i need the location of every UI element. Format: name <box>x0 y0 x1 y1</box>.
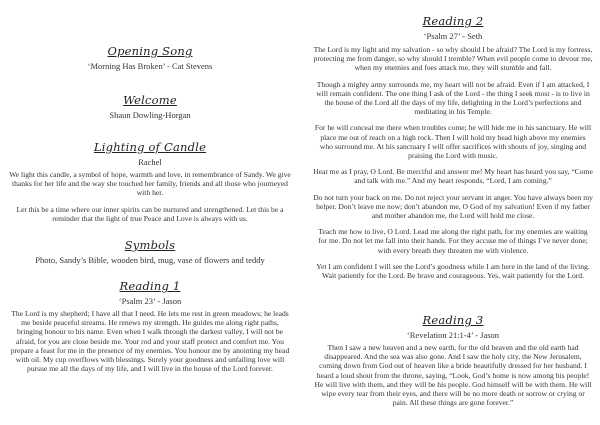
symbols-list: Photo, Sandy’s Bible, wooden bird, mug, vase of flowers and teddy <box>35 255 265 265</box>
symbols-heading: Symbols <box>124 238 176 252</box>
welcome-heading: Welcome <box>123 93 177 107</box>
lighting-of-candle-speaker: Rachel <box>138 157 162 167</box>
reading-2-paragraph-5: Do not turn your back on me. Do not reject your servant in anger. You have always been my helper. Don’t leave me now; don’t abandon me, O God of my salvation! Even if my father and mother abandon me, the Lord will hold me close. <box>313 192 593 221</box>
reading-1-heading: Reading 1 <box>119 279 181 293</box>
reading-1-text: The Lord is my shepherd; I have all that I need. He lets me rest in green meadows; he leads me beside peaceful streams. He renews my strength. He guides me along right paths, bringing honour to his name. Even when I walk through the darkest valley, I will not be afraid, for you are close beside me. Your rod and your staff protect and comfort me. You prepare a feast for me in the presence of my enemies. You honour me by anointing my head with oil. My cup overflows with blessings. Surely your goodness and unfailing love will pursue me all the days of my life, and I will live in the house of the Lord forever. <box>10 309 290 374</box>
candle-paragraph-2: Let this be a time where our inner spirits can be nurtured and strengthened. Let this be a reminder that the light of true Peace and Love is always with us. <box>16 204 284 223</box>
reading-2-paragraph-2: Though a mighty army surrounds me, my heart will not be afraid. Even if I am attacked, I will remain confident. The one thing I ask of the Lord - the thing I seek most - is to live in the house of the Lord all the days of my life, delighting in the Lord’s perfections and meditating in his Temple. <box>316 79 590 117</box>
reading-1-section <box>8 279 292 373</box>
reading-3-reference: ‘Revelation 21:1-4’ - Jason <box>406 330 500 340</box>
lighting-of-candle-section <box>8 140 292 223</box>
reading-2-paragraph-4: Hear me as I pray, O Lord. Be merciful and answer me! My heart has heard you say, “Come and talk with me.” And my heart responds, “Lord, I am coming.” <box>313 167 593 186</box>
reading-2-reference: ‘Psalm 27’ - Seth <box>423 31 483 41</box>
reading-3-heading: Reading 3 <box>422 313 484 327</box>
reading-2-paragraph-3: For he will conceal me there when troubles come; he will hide me in his sanctuary. He will place me out of reach on a high rock. Then I will hold my head high above my enemies who surround me. At his sanctuary I will offer sacrifices with shouts of joy, singing and praising the Lord with music. <box>314 123 592 161</box>
reading-2-paragraph-6: Teach me how to live, O Lord. Lead me along the right path, for my enemies are waiting for me. Do not let me fall into their hands. For they accuse me of things I’ve never done; with every breath they threaten me with violence. <box>318 227 588 255</box>
reading-2-heading: Reading 2 <box>422 14 484 28</box>
opening-song-section <box>8 44 292 71</box>
welcome-section <box>8 93 292 120</box>
opening-song-heading: Opening Song <box>107 44 193 58</box>
reading-3-text: Then I saw a new heaven and a new earth, for the old heaven and the old earth had disappeared. And the sea was also gone. And I saw the holy city, the New Jerusalem, coming down from God out of heaven like a bride beautifully dressed for her husband. I heard a loud shout from the throne, saying, “Look, God’s home is now among his people! He will live with them, and they will be his people. God himself will be with them. He will wipe every tear from their eyes, and there will be no more death or sorrow or crying or pain. All these things are gone forever.” <box>314 343 592 408</box>
reading-2-section <box>313 14 593 280</box>
welcome-speaker: Shaun Dowling-Horgan <box>109 110 191 120</box>
reading-1-reference: ‘Psalm 23’ - Jason <box>118 296 182 306</box>
reading-3-section <box>313 313 593 407</box>
candle-paragraph-1: We light this candle, a symbol of hope, warmth and love, in remembrance of Sandy. We give thanks for her life and the way she touched her family, friends and all those who journeyed with her. <box>9 170 291 198</box>
left-column <box>8 0 292 425</box>
opening-song-title: ‘Morning Has Broken’ - Cat Stevens <box>87 61 213 71</box>
reading-2-paragraph-1: The Lord is my light and my salvation - so why should I be afraid? The Lord is my fortress, protecting me from danger, so why should I tremble? When evil people come to devour me, when my enemies and foes attack me, they will stumble and fall. <box>313 45 593 73</box>
lighting-of-candle-heading: Lighting of Candle <box>93 140 207 154</box>
reading-2-paragraph-7: Yet I am confident I will see the Lord’s goodness while I am here in the land of the living. Wait patiently for the Lord. Be brave and courageous. Yes, wait patiently for the Lord. <box>316 261 590 281</box>
symbols-section <box>8 238 292 265</box>
right-column <box>313 0 593 425</box>
